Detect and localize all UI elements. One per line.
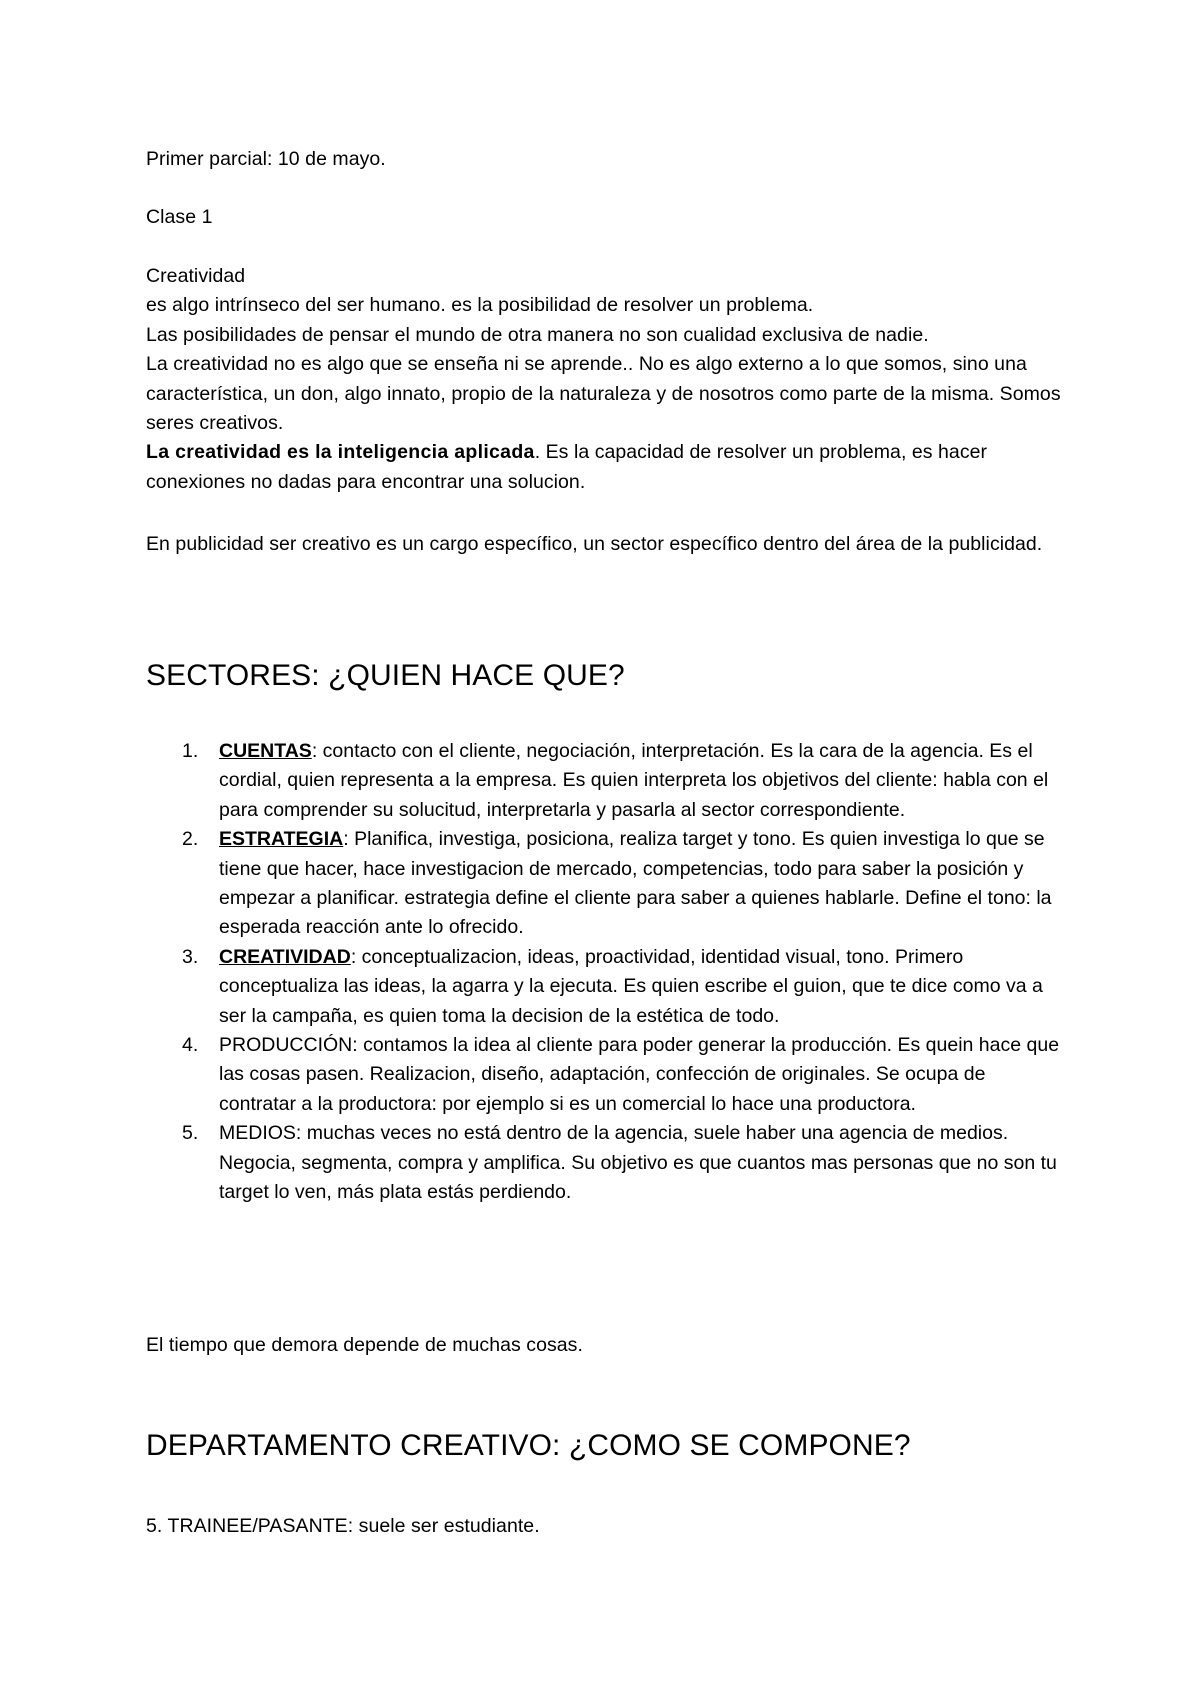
- sector-description: : contacto con el cliente, negociación, interpretación. Es la cara de la agencia. Es el cordial, quien representa a la empresa. Es quien interpreta los objetivos del cliente: habla con el para comprender su solucitud, interpretarla y pasarla al sector correspondiente.: [219, 740, 1049, 821]
- trainee-line: 5. TRAINEE/PASANTE: suele ser estudiante.: [146, 1515, 540, 1537]
- list-item-number: 2.: [182, 828, 199, 851]
- sector-term: CREATIVIDAD: [219, 945, 351, 968]
- sector-description: PRODUCCIÓN: contamos la idea al cliente para poder generar la producción. Es quein hace que las cosas pasen. Realizacion, diseño, adaptación, confección de originales. Se ocupa de contratar a la productora: por ejemplo si es un comercial lo hace una productora.: [219, 1034, 1060, 1115]
- sector-term: ESTRATEGIA: [219, 828, 344, 851]
- sector-description: MEDIOS: muchas veces no está dentro de la agencia, suele haber una agencia de medios. Negocia, segmenta, compra y amplifica. Su objetivo es que cuantos mas personas que no son tu target lo ven, más plata estás perdiendo.: [219, 1122, 1057, 1204]
- exam-date-line: Primer parcial: 10 de mayo.: [146, 148, 386, 170]
- advertising-paragraph: En publicidad ser creativo es un cargo específico, un sector específico dentro del área de la publicidad.: [146, 533, 1043, 555]
- sector-description: : Planifica, investiga, posiciona, realiza target y tono. Es quien investiga lo que se tiene que hacer, hace investigacion de mercado, competencias, todo para saber la posición y empezar a planificar. estrategia define el cliente para saber a quienes hablarle. Define el tono: la esperada reacción ante lo ofrecido.: [219, 828, 1052, 939]
- creativity-title: Creatividad: [146, 265, 246, 287]
- creativity-line-2: Las posibilidades de pensar el mundo de otra manera no son cualidad exclusiva de nadie.: [146, 323, 929, 346]
- creativity-definition-rest: . Es la capacidad de resolver un problema, es hacer conexiones no dadas para encontrar una solucion.: [146, 441, 988, 493]
- creativity-section: [146, 262, 1066, 497]
- sectors-list: [146, 737, 1066, 1208]
- list-item-number: 3.: [182, 945, 199, 968]
- list-item: [146, 825, 1066, 943]
- creativity-definition: [146, 438, 1061, 497]
- creativity-line-3: La creatividad no es algo que se enseña ni se aprende.. No es algo externo a lo que somos, sino una característica, un don, algo innato, propio de la naturaleza y de nosotros como parte de la misma. Somos seres creativos.: [146, 353, 1061, 435]
- list-item: [146, 1031, 1066, 1119]
- list-item-number: 5.: [182, 1122, 199, 1145]
- class-title: Clase 1: [146, 206, 213, 228]
- sectors-heading: SECTORES: ¿QUIEN HACE QUE?: [146, 659, 625, 692]
- department-heading: DEPARTAMENTO CREATIVO: ¿COMO SE COMPONE?: [146, 1429, 911, 1462]
- list-item: [146, 737, 1066, 825]
- sector-term: CUENTAS: [219, 740, 312, 762]
- list-item: [146, 1119, 1066, 1207]
- sector-description: : conceptualizacion, ideas, proactividad, identidad visual, tono. Primero conceptualiza las ideas, la agarra y la ejecuta. Es quien escribe el guion, que te dice como va a ser la campaña, es quien toma la decision de la estética de todo.: [219, 945, 1043, 1027]
- list-item-number: 1.: [182, 740, 199, 762]
- creativity-bold-phrase: La creatividad es la inteligencia aplicada: [146, 441, 535, 464]
- creativity-line-1: es algo intrínseco del ser humano. es la posibilidad de resolver un problema.: [146, 294, 814, 317]
- list-item: [146, 943, 1066, 1031]
- time-note: El tiempo que demora depende de muchas cosas.: [146, 1334, 583, 1356]
- list-item-number: 4.: [182, 1034, 199, 1057]
